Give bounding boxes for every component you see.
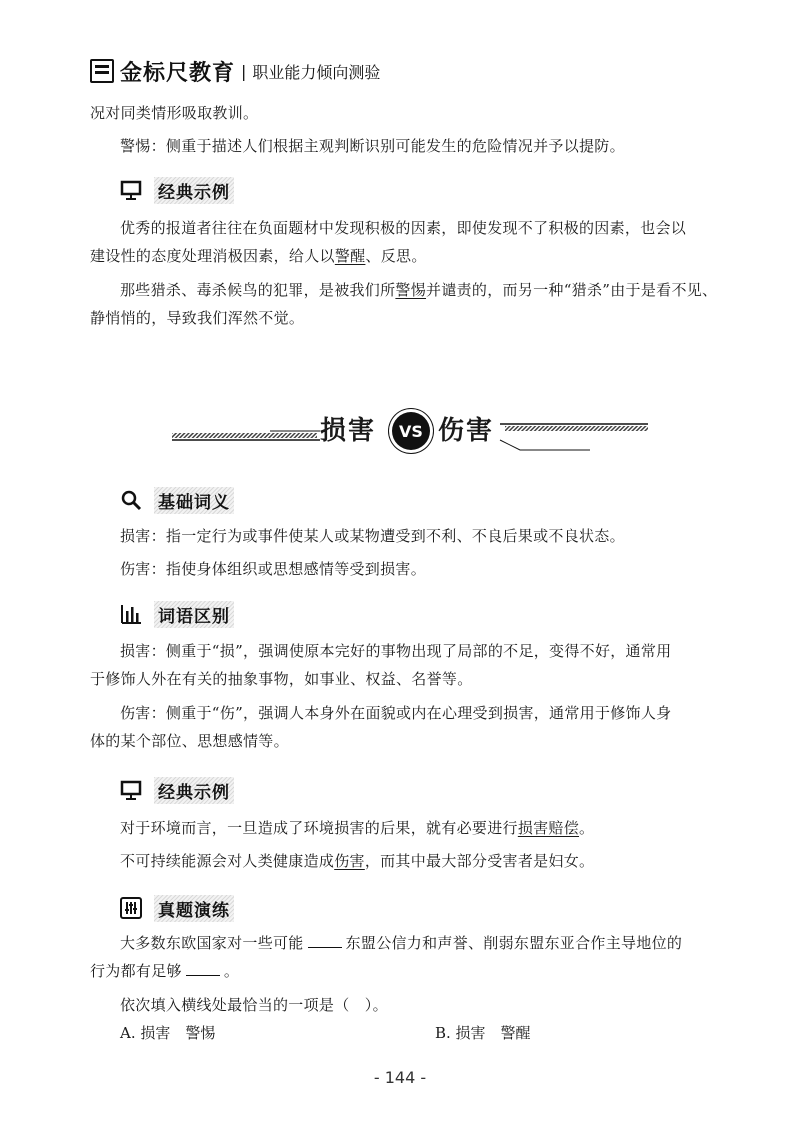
header-subtitle: 职业能力倾向测验	[252, 62, 381, 82]
section-heading-example-1	[120, 176, 234, 204]
banner-word-right: 伤害	[438, 416, 495, 446]
underlined-word: 损害赔偿	[517, 819, 580, 837]
header-separator: |	[241, 61, 247, 81]
presentation-board-icon	[120, 779, 142, 801]
underlined-word: 伤害	[334, 852, 365, 870]
difference-shanghai-line-2: 体的某个部位、思想感情等。	[90, 732, 289, 750]
text-segment: 东盟公信力和声誉、削弱东盟东亚合作主导地位的	[345, 934, 683, 952]
section-heading-basic-meaning	[120, 486, 234, 514]
example-1-line-3	[120, 277, 750, 304]
practice-instruction: 依次填入横线处最恰当的一项是（ ）。	[120, 996, 388, 1014]
basic-meaning-sunhai: 损害：指一定行为或事件使某人或某物遭受到不利、不良后果或不良状态。	[120, 527, 625, 545]
page-header	[90, 56, 380, 86]
text-segment: 、反思。	[365, 247, 427, 265]
example-1-line-4: 静悄悄的，导致我们浑然不觉。	[90, 309, 305, 327]
section-title: 真题演练	[154, 895, 234, 922]
section-title: 基础词义	[154, 487, 234, 514]
practice-question-line-2	[90, 958, 720, 985]
page-number: - 144 -	[373, 1068, 427, 1087]
text-segment: 对于环境而言，一旦造成了环境损害的后果，就有必要进行	[120, 819, 518, 837]
bar-chart-icon	[120, 603, 142, 625]
text-segment: 建设性的态度处理消极因素，给人以	[90, 247, 335, 265]
text-segment: 大多数东欧国家对一些可能	[120, 934, 304, 952]
banner-word-left: 损害	[320, 416, 377, 446]
section-title: 词语区别	[154, 601, 234, 628]
option-b[interactable]: B. 损害 警醒	[435, 1024, 531, 1042]
text-segment: 不可持续能源会对人类健康造成	[120, 852, 335, 870]
difference-sunhai-line-1: 损害：侧重于“损”，强调使原本完好的事物出现了局部的不足，变得不好，通常用	[120, 642, 672, 660]
example-1-line-2	[90, 243, 720, 270]
section-heading-practice	[120, 894, 234, 922]
difference-sunhai-line-2: 于修饰人外在有关的抽象事物，如事业、权益、名誉等。	[90, 670, 473, 688]
brand-name: 金标尺教育	[120, 60, 236, 86]
answer-blank	[308, 933, 342, 948]
basic-meaning-shanghai: 伤害：指使身体组织或思想感情等受到损害。	[120, 560, 427, 578]
text-segment: 。	[579, 819, 595, 837]
example-2-line-1	[120, 815, 750, 842]
comparison-banner	[170, 400, 650, 460]
section-heading-example-2	[120, 776, 234, 804]
section-title: 经典示例	[154, 777, 234, 804]
difference-shanghai-line-1: 伤害：侧重于“伤”，强调人本身外在面貌或内在心理受到损害，通常用于修饰人身	[120, 704, 672, 722]
text-segment: 。	[223, 962, 240, 980]
underlined-word: 警惕	[395, 281, 427, 299]
example-1-line-1: 优秀的报道者往往在负面题材中发现积极的因素，即使发现不了积极的因素，也会以	[120, 219, 687, 237]
magnifier-icon	[120, 489, 142, 511]
equalizer-icon	[120, 897, 142, 919]
brand-logo-icon	[90, 59, 114, 83]
paragraph-jingti-definition: 警惕：侧重于描述人们根据主观判断识别可能发生的危险情况并予以提防。	[120, 137, 625, 155]
practice-question-line-1	[120, 930, 750, 957]
answer-blank	[186, 961, 220, 976]
text-segment: 那些猎杀、毒杀候鸟的犯罪，是被我们所	[120, 281, 396, 299]
answer-options	[120, 1022, 680, 1049]
vs-badge-icon: VS	[392, 412, 430, 450]
underlined-word: 警醒	[334, 247, 366, 265]
section-title: 经典示例	[154, 177, 234, 204]
text-segment: 并谴责的，而另一种“猎杀”由于是看不见、	[426, 281, 718, 299]
section-heading-word-difference	[120, 600, 234, 628]
presentation-board-icon	[120, 179, 142, 201]
text-segment: 行为都有足够	[90, 962, 182, 980]
option-a[interactable]: A. 损害 警惕	[120, 1024, 216, 1042]
example-2-line-2	[120, 848, 750, 875]
text-segment: ，而其中最大部分受害者是妇女。	[364, 852, 595, 870]
paragraph-continued: 况对同类情形吸取教训。	[90, 104, 259, 122]
